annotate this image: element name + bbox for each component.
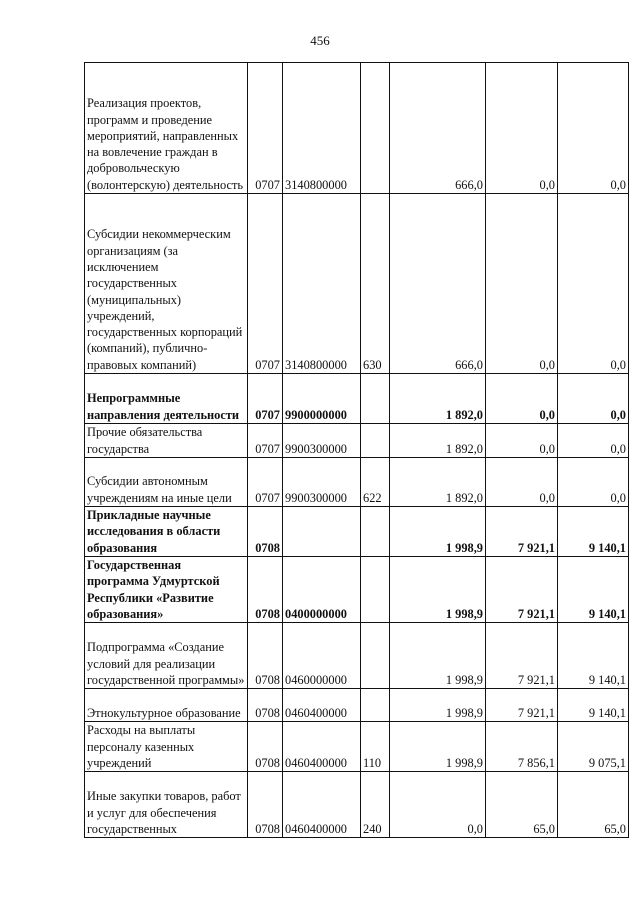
table-row (85, 194, 629, 374)
table-row (85, 424, 629, 458)
table-row (85, 623, 629, 689)
table-row (85, 374, 629, 424)
row-amount-year3-cell: 0,0 (558, 458, 629, 507)
row-amount-year2-cell: 7 921,1 (486, 557, 558, 623)
budget-table-body (85, 63, 629, 838)
row-expense-type-cell: 630 (361, 194, 390, 374)
row-name-cell: Иные закупки товаров, работ и услуг для обеспечения государственных (85, 772, 248, 838)
row-amount-year3-cell: 0,0 (558, 194, 629, 374)
row-amount-year1-cell: 1 998,9 (390, 507, 486, 557)
budget-table (84, 62, 629, 838)
row-amount-year3-cell: 0,0 (558, 63, 629, 194)
row-amount-year2-cell: 7 921,1 (486, 623, 558, 689)
row-name-cell: Государственная программа Удмуртской Республики «Развитие образования» (85, 557, 248, 623)
row-expense-type-cell (361, 689, 390, 722)
row-target-article-cell: 3140800000 (283, 194, 361, 374)
row-name-cell: Субсидии автономным учреждениям на иные цели (85, 458, 248, 507)
row-expense-type-cell: 622 (361, 458, 390, 507)
table-row (85, 458, 629, 507)
row-section-cell: 0707 (248, 458, 283, 507)
row-name-cell: Расходы на выплаты персоналу казенных учреждений (85, 722, 248, 772)
table-row (85, 557, 629, 623)
page-number: 456 (310, 33, 330, 48)
row-amount-year2-cell: 7 921,1 (486, 689, 558, 722)
row-amount-year2-cell: 0,0 (486, 194, 558, 374)
row-amount-year2-cell: 0,0 (486, 424, 558, 458)
row-amount-year1-cell: 1 892,0 (390, 424, 486, 458)
row-amount-year3-cell: 0,0 (558, 374, 629, 424)
row-name-cell: Непрограммные направления деятельности (85, 374, 248, 424)
row-amount-year1-cell: 1 998,9 (390, 722, 486, 772)
table-row (85, 507, 629, 557)
table-row (85, 772, 629, 838)
row-section-cell: 0708 (248, 689, 283, 722)
row-amount-year2-cell: 7 921,1 (486, 507, 558, 557)
row-amount-year1-cell: 666,0 (390, 194, 486, 374)
row-section-cell: 0708 (248, 557, 283, 623)
row-name-cell: Подпрограмма «Создание условий для реализации государственной программы» (85, 623, 248, 689)
row-amount-year1-cell: 1 892,0 (390, 458, 486, 507)
row-amount-year3-cell: 9 140,1 (558, 557, 629, 623)
row-name-cell: Прикладные научные исследования в области образования (85, 507, 248, 557)
row-target-article-cell: 3140800000 (283, 63, 361, 194)
row-section-cell: 0707 (248, 63, 283, 194)
row-section-cell: 0708 (248, 722, 283, 772)
row-amount-year2-cell: 0,0 (486, 374, 558, 424)
row-target-article-cell: 0400000000 (283, 557, 361, 623)
row-section-cell: 0707 (248, 194, 283, 374)
row-target-article-cell: 0460400000 (283, 772, 361, 838)
row-expense-type-cell (361, 63, 390, 194)
row-amount-year2-cell: 0,0 (486, 63, 558, 194)
row-amount-year3-cell: 9 140,1 (558, 507, 629, 557)
row-expense-type-cell (361, 424, 390, 458)
row-name-cell: Прочие обязательства государства (85, 424, 248, 458)
row-section-cell: 0708 (248, 507, 283, 557)
row-amount-year3-cell: 9 140,1 (558, 623, 629, 689)
table-row (85, 63, 629, 194)
table-row (85, 722, 629, 772)
row-amount-year3-cell: 9 140,1 (558, 689, 629, 722)
row-target-article-cell: 0460000000 (283, 623, 361, 689)
row-expense-type-cell: 240 (361, 772, 390, 838)
row-amount-year3-cell: 0,0 (558, 424, 629, 458)
row-expense-type-cell (361, 557, 390, 623)
row-expense-type-cell (361, 623, 390, 689)
row-section-cell: 0707 (248, 374, 283, 424)
row-section-cell: 0708 (248, 623, 283, 689)
row-target-article-cell: 0460400000 (283, 722, 361, 772)
row-expense-type-cell: 110 (361, 722, 390, 772)
table-row (85, 689, 629, 722)
row-amount-year3-cell: 65,0 (558, 772, 629, 838)
row-amount-year3-cell: 9 075,1 (558, 722, 629, 772)
row-target-article-cell: 9900300000 (283, 458, 361, 507)
row-target-article-cell (283, 507, 361, 557)
row-amount-year1-cell: 0,0 (390, 772, 486, 838)
row-amount-year1-cell: 1 998,9 (390, 557, 486, 623)
row-name-cell: Реализация проектов, программ и проведение мероприятий, направленных на вовлечение граждан в добровольческую (волонтерскую) деятельность (85, 63, 248, 194)
row-expense-type-cell (361, 374, 390, 424)
row-amount-year1-cell: 1 998,9 (390, 623, 486, 689)
row-name-cell: Субсидии некоммерческим организациям (за исключением государственных (муниципальных) учреждений, государственных корпораций (компаний), публично-правовых компаний) (85, 194, 248, 374)
row-section-cell: 0708 (248, 772, 283, 838)
row-expense-type-cell (361, 507, 390, 557)
row-amount-year2-cell: 0,0 (486, 458, 558, 507)
row-amount-year1-cell: 1 998,9 (390, 689, 486, 722)
row-name-cell: Этнокультурное образование (85, 689, 248, 722)
row-target-article-cell: 9900000000 (283, 374, 361, 424)
row-amount-year1-cell: 666,0 (390, 63, 486, 194)
row-amount-year1-cell: 1 892,0 (390, 374, 486, 424)
row-target-article-cell: 0460400000 (283, 689, 361, 722)
row-amount-year2-cell: 7 856,1 (486, 722, 558, 772)
row-amount-year2-cell: 65,0 (486, 772, 558, 838)
row-target-article-cell: 9900300000 (283, 424, 361, 458)
row-section-cell: 0707 (248, 424, 283, 458)
